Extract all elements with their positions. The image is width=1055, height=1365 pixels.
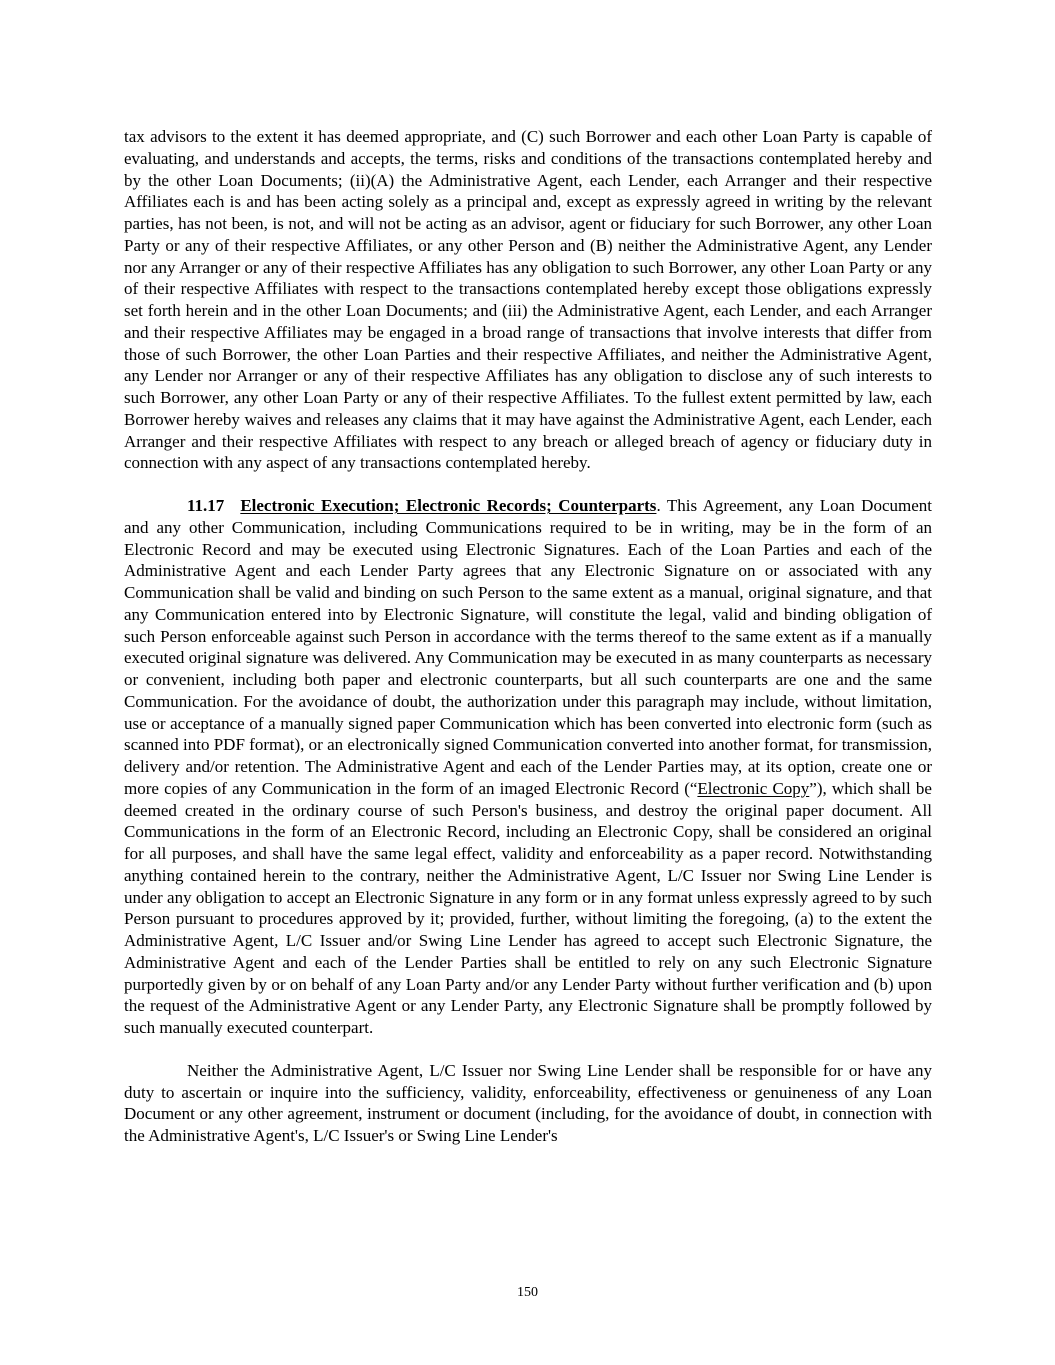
- paragraph-responsibility: Neither the Administrative Agent, L/C Issuer nor Swing Line Lender shall be responsible for or have any duty to ascertain or inquire into the sufficiency, validity, enforceability, effectiveness or genuineness of any Loan Document or any other agreement, instrument or document (including, for the avoidance of doubt, in connection with the Administrative Agent's, L/C Issuer's or Swing Line Lender's: [124, 1060, 932, 1145]
- section-title: Electronic Execution; Electronic Records; Counterparts: [240, 496, 657, 515]
- section-11-17: [124, 495, 932, 1039]
- section-body-part-2: ”), which shall be deemed created in the ordinary course of such Person's business, and destroy the original paper document. All Communications in the form of an Electronic Record, including an Electronic Copy, shall be considered an original for all purposes, and shall have the same legal effect, validity and enforceability as a paper record. Notwithstanding anything contained herein to the contrary, neither the Administrative Agent, L/C Issuer nor Swing Line Lender is under any obligation to accept an Electronic Signature in any form or in any format unless expressly agreed to by such Person pursuant to procedures approved by it; provided, further, without limiting the foregoing, (a) to the extent the Administrative Agent, L/C Issuer and/or Swing Line Lender has agreed to accept such Electronic Signature, the Administrative Agent and each of the Lender Parties shall be entitled to rely on any such Electronic Signature purportedly given by or on behalf of any Loan Party and/or any Lender Party without further verification and (b) upon the request of the Administrative Agent or any Lender Party, any Electronic Signature shall be promptly followed by such manually executed counterpart.: [124, 778, 932, 1037]
- document-page: [124, 126, 932, 1147]
- paragraph-continuation: tax advisors to the extent it has deemed appropriate, and (C) such Borrower and each other Loan Party is capable of evaluating, and understands and accepts, the terms, risks and conditions of the transactions contemplated hereby and by the other Loan Documents; (ii)(A) the Administrative Agent, each Lender, each Arranger and their respective Affiliates each is and has been acting solely as a principal and, except as expressly agreed in writing by the relevant parties, has not been, is not, and will not be acting as an advisor, agent or fiduciary for such Borrower, any other Loan Party or any of their respective Affiliates, or any other Person and (B) neither the Administrative Agent, any Lender nor any Arranger or any of their respective Affiliates has any obligation to such Borrower, any other Loan Party or any of their respective Affiliates with respect to the transactions contemplated hereby except those obligations expressly set forth herein and in the other Loan Documents; and (iii) the Administrative Agent, each Lender, and each Arranger and their respective Affiliates may be engaged in a broad range of transactions that involve interests that differ from those of such Borrower, the other Loan Parties and their respective Affiliates, and neither the Administrative Agent, any Lender nor Arranger or any of their respective Affiliates has any obligation to disclose any of such interests to such Borrower, any other Loan Party or any of their respective Affiliates. To the fullest extent permitted by law, each Borrower hereby waives and releases any claims that it may have against the Administrative Agent, each Lender, each Arranger and their respective Affiliates with respect to any breach or alleged breach of agency or fiduciary duty in connection with any aspect of any transactions contemplated hereby.: [124, 127, 932, 473]
- section-body-part-1: This Agreement, any Loan Document and any other Communication, including Communications required to be in writing, may be in the form of an Electronic Record and may be executed using Electronic Signatures. Each of the Loan Parties and each of the Administrative Agent and each Lender Party agrees that any Electronic Signature on or associated with any Communication shall be valid and binding on such Person to the same extent as a manual, original signature, and that any Communication entered into by Electronic Signature, will constitute the legal, valid and binding obligation of such Person enforceable against such Person in accordance with the terms thereof to the same extent as if a manually executed original signature was delivered. Any Communication may be executed in as many counterparts as necessary or convenient, including both paper and electronic counterparts, but all such counterparts are one and the same Communication. For the avoidance of doubt, the authorization under this paragraph may include, without limitation, use or acceptance of a manually signed paper Communication which has been converted into electronic form (such as scanned into PDF format), or an electronically signed Communication converted into another format, for transmission, delivery and/or retention. The Administrative Agent and each of the Lender Parties may, at its option, create one or more copies of any Communication in the form of an imaged Electronic Record (“: [124, 496, 932, 798]
- section-title-period: .: [656, 496, 661, 515]
- defined-term-electronic-copy: Electronic Copy: [697, 778, 810, 798]
- section-number: 11.17: [187, 496, 225, 515]
- page-number: 150: [517, 1285, 538, 1300]
